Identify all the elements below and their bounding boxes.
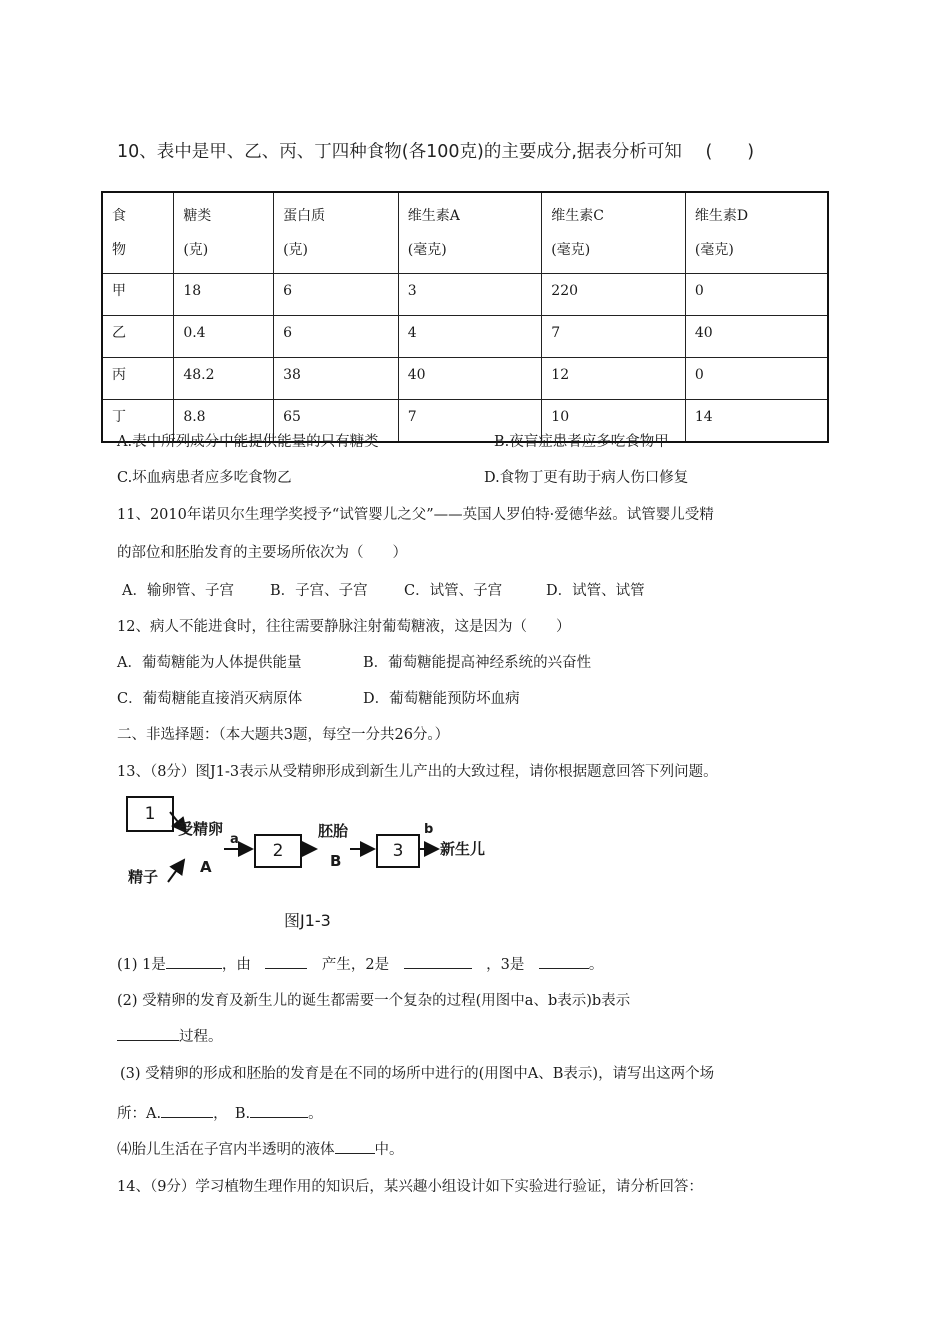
q14-stem: 14、（9分）学习植物生理作用的知识后，某兴趣小组设计如下实验进行验证，请分析回答： bbox=[117, 1179, 703, 1195]
header-cell: 蛋白质 (克) bbox=[274, 192, 399, 274]
table-cell: 48.2 bbox=[174, 358, 274, 400]
q13-sub1-text: ，3是 bbox=[486, 957, 525, 973]
q12-option-d: D．葡萄糖能预防坏血病 bbox=[363, 691, 520, 707]
table-cell: 40 bbox=[398, 358, 542, 400]
table-cell: 丁 bbox=[102, 400, 174, 443]
label-a-small: a bbox=[230, 832, 239, 847]
header-cell: 食 物 bbox=[102, 192, 174, 274]
table-cell: 丙 bbox=[102, 358, 174, 400]
table-header-row bbox=[102, 192, 828, 274]
q13-sub2-line1: (2) 受精卵的发育及新生儿的诞生都需要一个复杂的过程(用图中a、b表示)b表示 bbox=[117, 993, 631, 1009]
q11-option-d: D．试管、试管 bbox=[546, 583, 645, 599]
q11-option-a: A．输卵管、子宫 bbox=[122, 583, 234, 599]
q13-sub4-text: ⑷胎儿生活在子宫内半透明的液体 bbox=[117, 1142, 335, 1158]
q10-stem-text: 10、表中是甲、乙、丙、丁四种食物(各100克)的主要成分,据表分析可知 bbox=[117, 142, 682, 162]
q13-sub1 bbox=[117, 953, 603, 974]
label-B: B bbox=[330, 852, 342, 870]
answer-blank[interactable] bbox=[404, 953, 472, 969]
figure-caption: 图J1-3 bbox=[284, 911, 331, 930]
q13-sub4-text: 中。 bbox=[374, 1142, 404, 1158]
label-b-small: b bbox=[424, 822, 434, 837]
table-cell: 38 bbox=[274, 358, 399, 400]
q13-sub1-text: (1) 1是 bbox=[117, 957, 166, 973]
q12-stem: 12、病人不能进食时，往往需要静脉注射葡萄糖液，这是因为（ ） bbox=[117, 619, 571, 635]
q13-sub2-line2 bbox=[117, 1025, 223, 1046]
header-cell: 维生素C (毫克) bbox=[542, 192, 686, 274]
table-cell: 12 bbox=[542, 358, 686, 400]
q13-sub3-text: 所：A. bbox=[117, 1106, 162, 1122]
arrow-sperm-to-egg bbox=[168, 860, 184, 882]
answer-blank[interactable] bbox=[250, 1102, 308, 1118]
answer-blank[interactable] bbox=[117, 1025, 179, 1041]
q13-sub1-text: ，由 bbox=[221, 957, 251, 973]
food-composition-table bbox=[101, 191, 829, 443]
q12-option-a: A．葡萄糖能为人体提供能量 bbox=[117, 655, 302, 671]
table-row bbox=[102, 274, 828, 316]
q13-sub2-text: 过程。 bbox=[179, 1029, 223, 1045]
table-cell: 0 bbox=[685, 274, 828, 316]
label-fertilized-egg: 受精卵 bbox=[178, 820, 224, 838]
table-cell: 65 bbox=[274, 400, 399, 443]
table-row bbox=[102, 316, 828, 358]
table-cell: 4 bbox=[398, 316, 542, 358]
table-cell: 10 bbox=[542, 400, 686, 443]
table-cell: 3 bbox=[398, 274, 542, 316]
q13-sub3-line1: (3) 受精卵的形成和胚胎的发育是在不同的场所中进行的(用图中A、B表示)，请写出这两个场 bbox=[120, 1066, 715, 1082]
q10-option-b: B.夜盲症患者应多吃食物甲 bbox=[494, 434, 669, 450]
table-cell: 0.4 bbox=[174, 316, 274, 358]
answer-blank[interactable] bbox=[166, 953, 222, 969]
table-cell: 7 bbox=[398, 400, 542, 443]
q10-option-d: D.食物丁更有助于病人伤口修复 bbox=[484, 470, 689, 486]
q13-sub3-line2 bbox=[117, 1102, 323, 1123]
figure-j1-3-diagram bbox=[120, 790, 500, 940]
table-cell: 8.8 bbox=[174, 400, 274, 443]
diagram-box-1: 1 bbox=[126, 796, 174, 832]
q13-sub1-text: 产生，2是 bbox=[321, 957, 390, 973]
q11-option-c: C．试管、子宫 bbox=[404, 583, 503, 599]
diagram-box-2: 2 bbox=[254, 834, 302, 868]
answer-blank[interactable] bbox=[539, 953, 589, 969]
q13-stem: 13、（8分）图J1-3表示从受精卵形成到新生儿产出的大致过程，请你根据题意回答下列问题。 bbox=[117, 764, 718, 780]
label-embryo: 胚胎 bbox=[318, 822, 349, 840]
section-2-heading: 二、非选择题：（本大题共3题，每空一分共26分。） bbox=[117, 727, 450, 743]
table-cell: 220 bbox=[542, 274, 686, 316]
q10-option-a: A.表中所列成分中能提供能量的只有糖类 bbox=[117, 434, 379, 450]
table-cell: 0 bbox=[685, 358, 828, 400]
q13-sub3-text: 。 bbox=[308, 1106, 323, 1122]
q12-option-b: B．葡萄糖能提高神经系统的兴奋性 bbox=[363, 655, 592, 671]
table-cell: 40 bbox=[685, 316, 828, 358]
diagram-box-3: 3 bbox=[376, 834, 420, 868]
q12-option-c: C．葡萄糖能直接消灭病原体 bbox=[117, 691, 303, 707]
header-cell: 糖类 (克) bbox=[174, 192, 274, 274]
q11-option-b: B．子宫、子宫 bbox=[270, 583, 368, 599]
answer-blank[interactable] bbox=[161, 1102, 213, 1118]
header-cell: 维生素D (毫克) bbox=[685, 192, 828, 274]
q13-sub1-text: 。 bbox=[588, 957, 604, 973]
q11-stem-line2: 的部位和胚胎发育的主要场所依次为（ ） bbox=[117, 545, 407, 561]
q13-sub4 bbox=[117, 1138, 404, 1159]
table-cell: 乙 bbox=[102, 316, 174, 358]
question-10-stem bbox=[117, 138, 754, 163]
table-cell: 7 bbox=[542, 316, 686, 358]
q10-answer-paren: ( ) bbox=[705, 142, 755, 162]
label-A: A bbox=[200, 858, 212, 876]
q11-stem-line1: 11、2010年诺贝尔生理学奖授予“试管婴儿之父”——英国人罗伯特·爱德华兹。试管婴儿受精 bbox=[117, 507, 714, 523]
table-row bbox=[102, 358, 828, 400]
table-cell: 6 bbox=[274, 316, 399, 358]
q13-sub3-text: ， B. bbox=[213, 1106, 251, 1122]
table-cell: 18 bbox=[174, 274, 274, 316]
label-sperm: 精子 bbox=[128, 868, 159, 886]
table-cell: 6 bbox=[274, 274, 399, 316]
table-cell: 14 bbox=[685, 400, 828, 443]
q10-option-c: C.坏血病患者应多吃食物乙 bbox=[117, 470, 292, 486]
answer-blank[interactable] bbox=[335, 1138, 375, 1154]
table-cell: 甲 bbox=[102, 274, 174, 316]
answer-blank[interactable] bbox=[265, 953, 307, 969]
header-cell: 维生素A (毫克) bbox=[398, 192, 542, 274]
label-newborn: 新生儿 bbox=[440, 840, 486, 858]
